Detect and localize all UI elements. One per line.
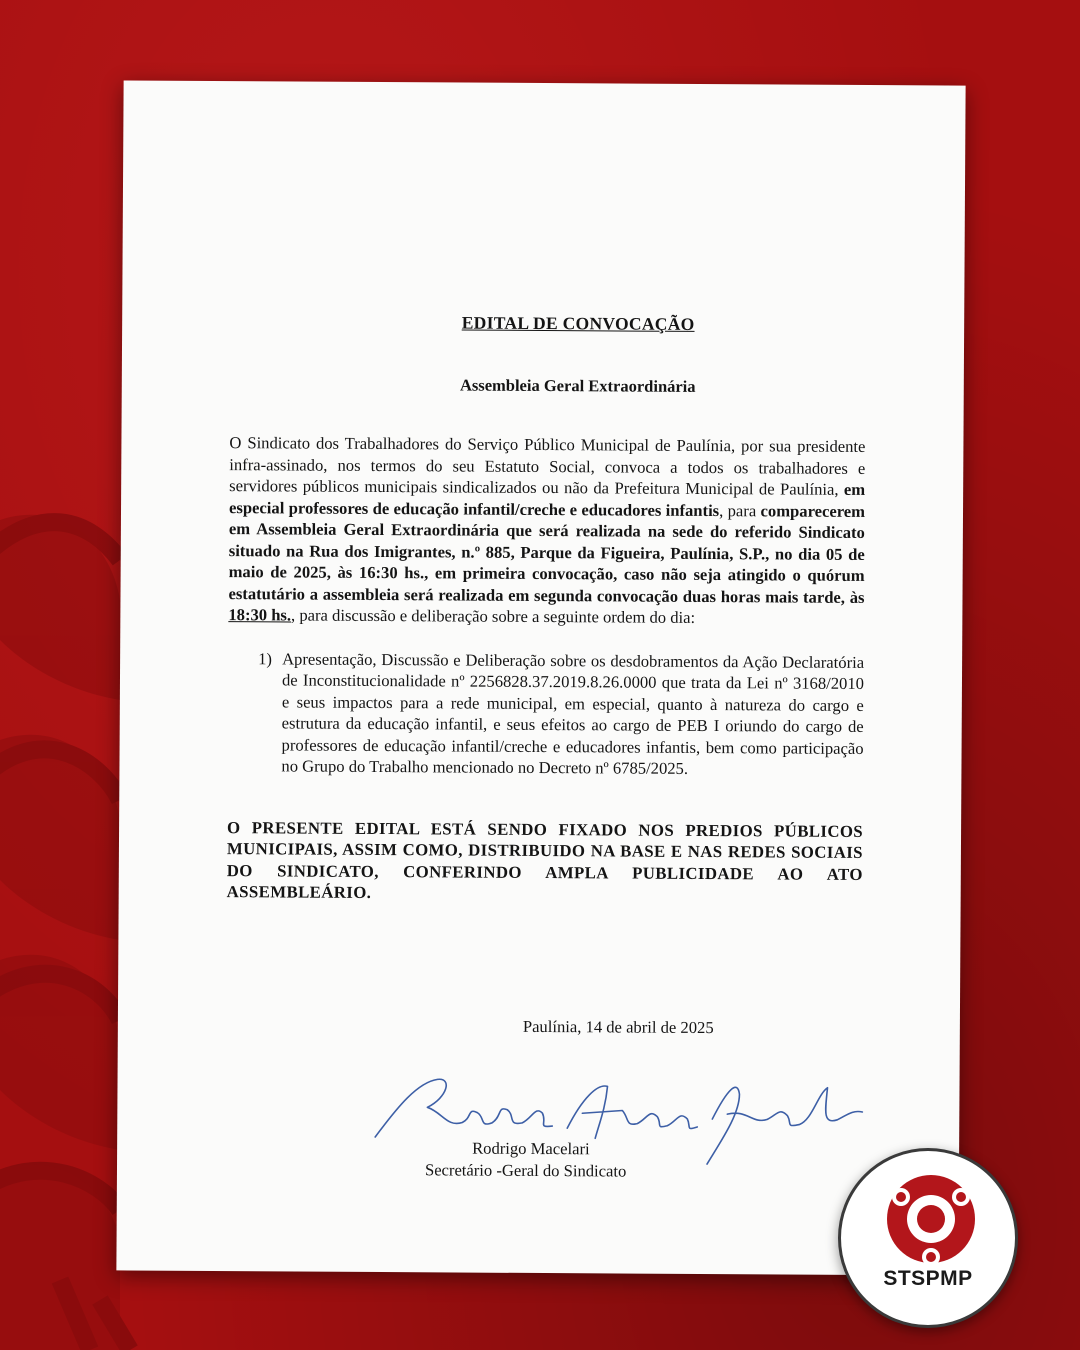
signer-role: Secretário -Geral do Sindicato (424, 1160, 627, 1181)
document-subtitle: Assembleia Geral Extraordinária (459, 374, 696, 396)
signer-name: Rodrigo Macelari (472, 1138, 590, 1159)
union-people-logo-icon (879, 1173, 983, 1265)
union-logo-text: STSPMP (883, 1267, 973, 1290)
paragraph-target-audience: em especial professores de educação infantil/creche e educadores infantis (228, 479, 866, 520)
agenda-item-number: 1) (258, 648, 273, 668)
convocation-paragraph (228, 432, 865, 629)
agenda-item (257, 648, 864, 781)
paragraph-intro: O Sindicato dos Trabalhadores do Serviço Público Municipal de Paulínia, por sua presidente infra-assinado, nos termos do seu Estatuto Social, convoca a todos os trabalhadores e servidores públicos municipais sindicalizados ou não da Prefeitura Municipal de Paulínia, (229, 433, 866, 499)
union-logo (838, 1148, 1018, 1328)
publicity-notice: O PRESENTE EDITAL ESTÁ SENDO FIXADO NOS PREDIOS PÚBLICOS MUNICIPAIS, ASSIM COMO, DISTRIBUIDO NA BASE E NAS REDES SOCIAIS DO SINDICATO, CONFERINDO AMPLA PUBLICIDADE AO ATO ASSEMBLEÁRIO. (226, 817, 864, 902)
paragraph-second-call-time: 18:30 hs. (228, 605, 292, 625)
document-body (227, 311, 867, 906)
paragraph-closing: , para discussão e deliberação sobre a seguinte ordem do dia: (291, 605, 696, 627)
paragraph-connector: , para (719, 500, 761, 520)
paragraph-meeting-details: comparecerem em Assembleia Geral Extraordinária que será realizada na sede do referido Sindicato situado na Rua dos Imigrantes, n.º 885, Parque da Figueira, Paulínia, S.P., no dia 05 de maio de 2025, às 16:30 hs., em primeira convocação, caso não seja atingido o quórum estatutário a assembleia será realizada em segunda convocação duas horas mais tarde, às (228, 500, 866, 607)
document-date: Paulínia, 14 de abril de 2025 (522, 1016, 714, 1038)
agenda-item-text: Apresentação, Discussão e Deliberação sobre os desdobramentos da Ação Declaratória de Inconstitucionalidade nº 2256828.37.2019.8.26.0000 que trata da Lei nº 3168/2010 e seus impactos para a rede municipal, em especial, quanto à natureza do cargo e estrutura da educação infantil, e seus efeitos ao cargo de PEB I oriundo do cargo de professores de educação infantil/creche e educadores infantis, bem como participação no Grupo do Trabalho mencionado no Decreto nº 6785/2025. (281, 648, 865, 778)
document-sheet (116, 80, 965, 1275)
document-title: EDITAL DE CONVOCAÇÃO (461, 312, 695, 334)
